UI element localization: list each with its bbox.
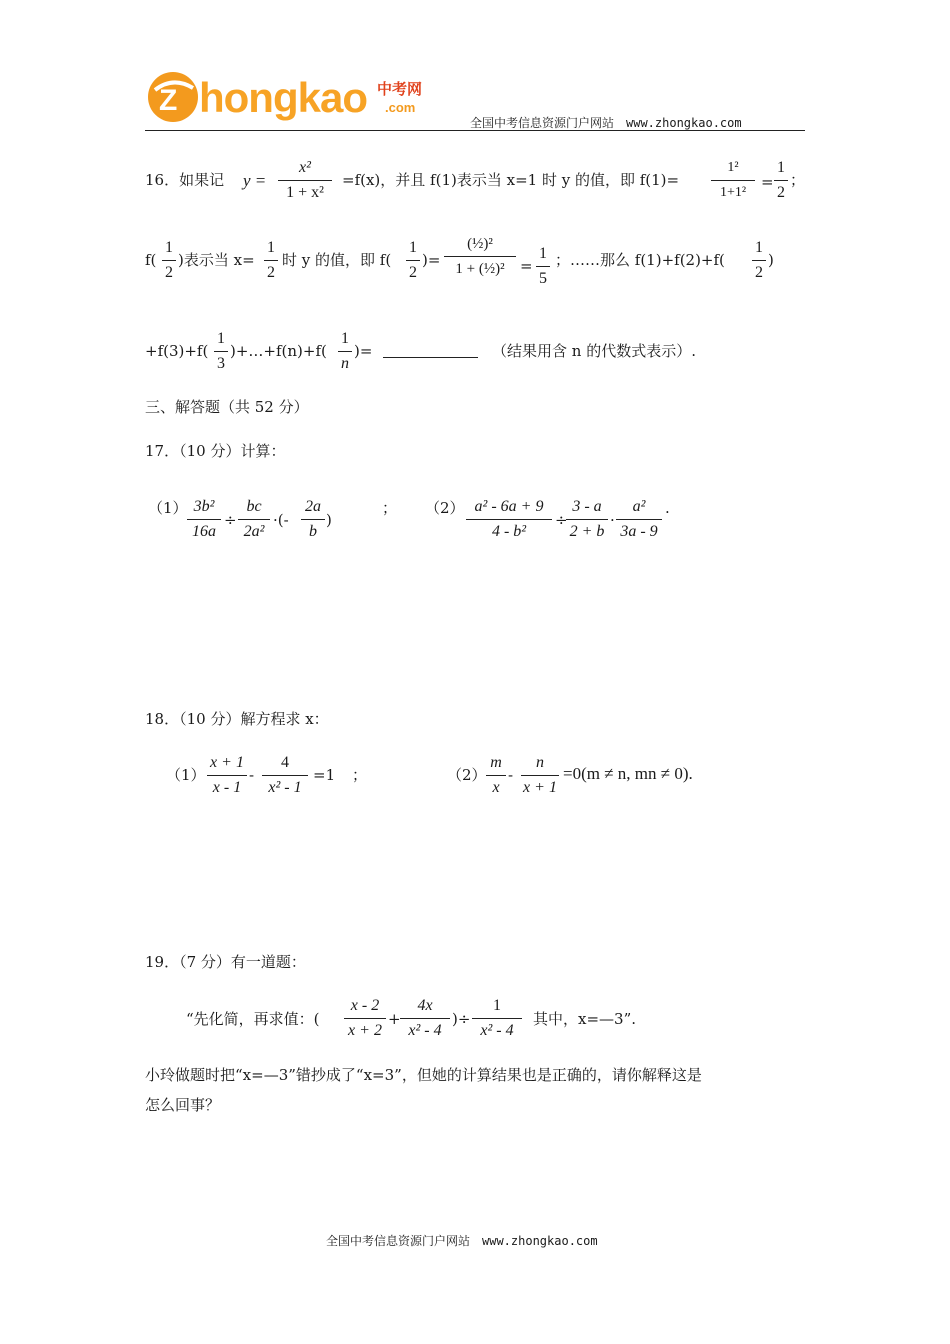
half-num: 1 (777, 159, 785, 176)
q19-f1-num: x - 2 (350, 997, 380, 1014)
header-rule (145, 130, 805, 131)
q19-f2 (400, 996, 450, 1041)
q19-f1 (344, 996, 386, 1041)
q19-f1-den: x + 2 (348, 1022, 382, 1039)
q17-p1-f1-num: 3b² (193, 498, 215, 515)
half-num: 1 (165, 239, 173, 256)
half-den: 2 (165, 264, 173, 281)
q17-p2-label: （2） (425, 499, 465, 517)
q16-half-4 (406, 238, 420, 283)
header-tagline: 全国中考信息资源门户网站 www.zhongkao.com (470, 116, 742, 130)
q16-fraction-2 (711, 158, 755, 203)
q17-p1-f1-den: 16a (192, 523, 216, 540)
q16-half-2 (162, 238, 176, 283)
q16-f2-den: 1+1² (719, 185, 747, 200)
q17-p2-end: . (665, 499, 670, 517)
q17-semicolon: ； (382, 499, 398, 517)
q19-f3-num: 1 (493, 997, 501, 1014)
q16-half-5 (752, 238, 766, 283)
svg-text:Z: Z (159, 84, 178, 117)
q18-p2-eq: =0(m ≠ n, mn ≠ 0). (563, 764, 693, 783)
q17-p2-f1 (466, 497, 552, 542)
logo-com: .com (385, 100, 416, 115)
q16-mid1: =f(x)，并且 f(1)表示当 x=1 时 y 的值，即 f(1)= (342, 171, 680, 189)
q19-quote-a: “先化简，再求值：( (186, 1010, 320, 1028)
q17-p2-div: ÷ (555, 511, 568, 529)
half-den: 2 (755, 264, 763, 281)
q16-one-over-n (338, 329, 352, 374)
n-den: n (341, 355, 349, 372)
q16-fifth (536, 244, 550, 289)
q17-p1-f1 (187, 497, 221, 542)
q18-p1-f2 (262, 753, 308, 798)
q16-f2-num: 1² (727, 160, 739, 175)
q19-body-2: 怎么回事？ (145, 1096, 221, 1114)
q17-p2-f3-den: 3a - 9 (620, 523, 658, 540)
logo-word: hongkao (199, 74, 367, 121)
q16-f1-num: x² (299, 159, 311, 176)
q19-plus: + (388, 1010, 401, 1028)
q16-y-eq: y = (243, 171, 267, 190)
third-den: 3 (217, 355, 225, 372)
half-den: 2 (267, 264, 275, 281)
q16-line2-e: ；……那么 f(1)+f(2)+f( (555, 251, 725, 269)
q19-f2-num: 4x (417, 997, 433, 1014)
q16-line2-b: )表示当 x= (178, 251, 255, 269)
q17-p1-close: ) (326, 511, 332, 529)
fifth-num: 1 (539, 245, 547, 262)
q16-line2-f: ) (768, 251, 774, 269)
half-num: 1 (267, 239, 275, 256)
q17-p1-f3-num: 2a (305, 498, 321, 515)
q17-p1-f2-num: bc (246, 498, 262, 515)
section3-heading: 三、解答题（共 52 分） (145, 398, 309, 416)
fifth-den: 5 (539, 270, 547, 287)
q17-p2-mul: · (610, 511, 615, 529)
q17-p1-f3-den: b (309, 523, 317, 540)
q16-line3-d: （结果用含 n 的代数式表示）. (492, 342, 696, 360)
q18-p2-f2-num: n (536, 754, 544, 771)
q16-fraction-1 (278, 158, 332, 203)
q18-p2-f1-num: m (490, 754, 502, 771)
q18-p1-minus: - (249, 766, 255, 784)
q16-line3-c: )= (354, 342, 373, 360)
q17-p2-f2-num: 3 - a (572, 498, 602, 515)
q18-title: 18．（10 分）解方程求 x： (145, 710, 329, 728)
q17-p2-f2-den: 2 + b (569, 523, 605, 540)
q17-p2-f2 (566, 497, 608, 542)
q18-p1-label: （1） (166, 766, 206, 784)
q17-title: 17．（10 分）计算： (145, 442, 286, 460)
q17-p2-f1-num: a² - 6a + 9 (474, 498, 544, 515)
q16-half-3 (264, 238, 278, 283)
q16-big-den: 1 + (½)² (455, 261, 505, 277)
q18-p2-label: （2） (447, 766, 487, 784)
q16-eq-fifth: = (520, 257, 533, 275)
q18-p2-f1 (486, 753, 506, 798)
q17-p1-label: （1） (148, 499, 188, 517)
q16-half-1 (774, 158, 788, 203)
q17-p2-f3 (616, 497, 662, 542)
q18-p1-f2-den: x² - 1 (268, 779, 302, 796)
logo-cn: 中考网 (377, 80, 423, 98)
q18-semicolon: ； (352, 766, 368, 784)
q18-p2-minus: - (508, 766, 514, 784)
half-num: 1 (755, 239, 763, 256)
q19-close-div: )÷ (452, 1010, 471, 1028)
q17-p1-mul: ·(- (273, 511, 289, 529)
q17-p2-f1-den: 4 - b² (491, 523, 527, 540)
q16-big-num: (½)² (467, 236, 493, 252)
half-den: 2 (777, 184, 785, 201)
q16-eq2: = (761, 173, 774, 191)
logo (145, 68, 435, 126)
q16-third (214, 329, 228, 374)
q16-line2-a: f( (145, 251, 157, 269)
q19-f2-den: x² - 4 (408, 1022, 442, 1039)
q18-p1-f1-den: x - 1 (212, 779, 242, 796)
footer: 全国中考信息资源门户网站 www.zhongkao.com (326, 1234, 598, 1248)
q17-p1-f2-den: 2a² (243, 523, 265, 540)
q16-line2-c: 时 y 的值，即 f( (282, 251, 392, 269)
q16-line2-d: )= (422, 251, 441, 269)
q18-p1-f1 (207, 753, 247, 798)
q18-p2-f1-den: x (492, 779, 500, 796)
half-num: 1 (409, 239, 417, 256)
q16-f1-den: 1 + x² (286, 184, 324, 201)
q17-p1-div: ÷ (224, 511, 237, 529)
q17-p1-f3 (301, 497, 325, 542)
q16-semicolon-1: ； (790, 171, 806, 189)
q16-line3-b: )+…+f(n)+f( (230, 342, 327, 360)
q16-big-fraction (444, 234, 516, 279)
q18-p2-f2-den: x + 1 (523, 779, 557, 796)
third-num: 1 (217, 330, 225, 347)
q18-p1-f1-num: x + 1 (210, 754, 244, 771)
q16-prefix: 16．如果记 (145, 171, 225, 189)
q17-p2-f3-num: a² (632, 498, 646, 515)
q16-line3-a: +f(3)+f( (145, 342, 209, 360)
q19-f3-den: x² - 4 (480, 1022, 514, 1039)
q18-p1-f2-num: 4 (281, 754, 289, 771)
q19-quote-b: 其中，x=—3”. (533, 1010, 637, 1028)
half-den: 2 (409, 264, 417, 281)
q19-body-1: 小玲做题时把“x=—3”错抄成了“x=3”，但她的计算结果也是正确的，请你解释这是 (145, 1066, 702, 1084)
n-num: 1 (341, 330, 349, 347)
q19-f3 (472, 996, 522, 1041)
q18-p2-f2 (521, 753, 559, 798)
q18-p1-eq: =1 (313, 766, 336, 784)
q19-title: 19．（7 分）有一道题： (145, 953, 306, 971)
q16-answer-blank[interactable] (383, 356, 478, 358)
q17-p1-f2 (238, 497, 270, 542)
